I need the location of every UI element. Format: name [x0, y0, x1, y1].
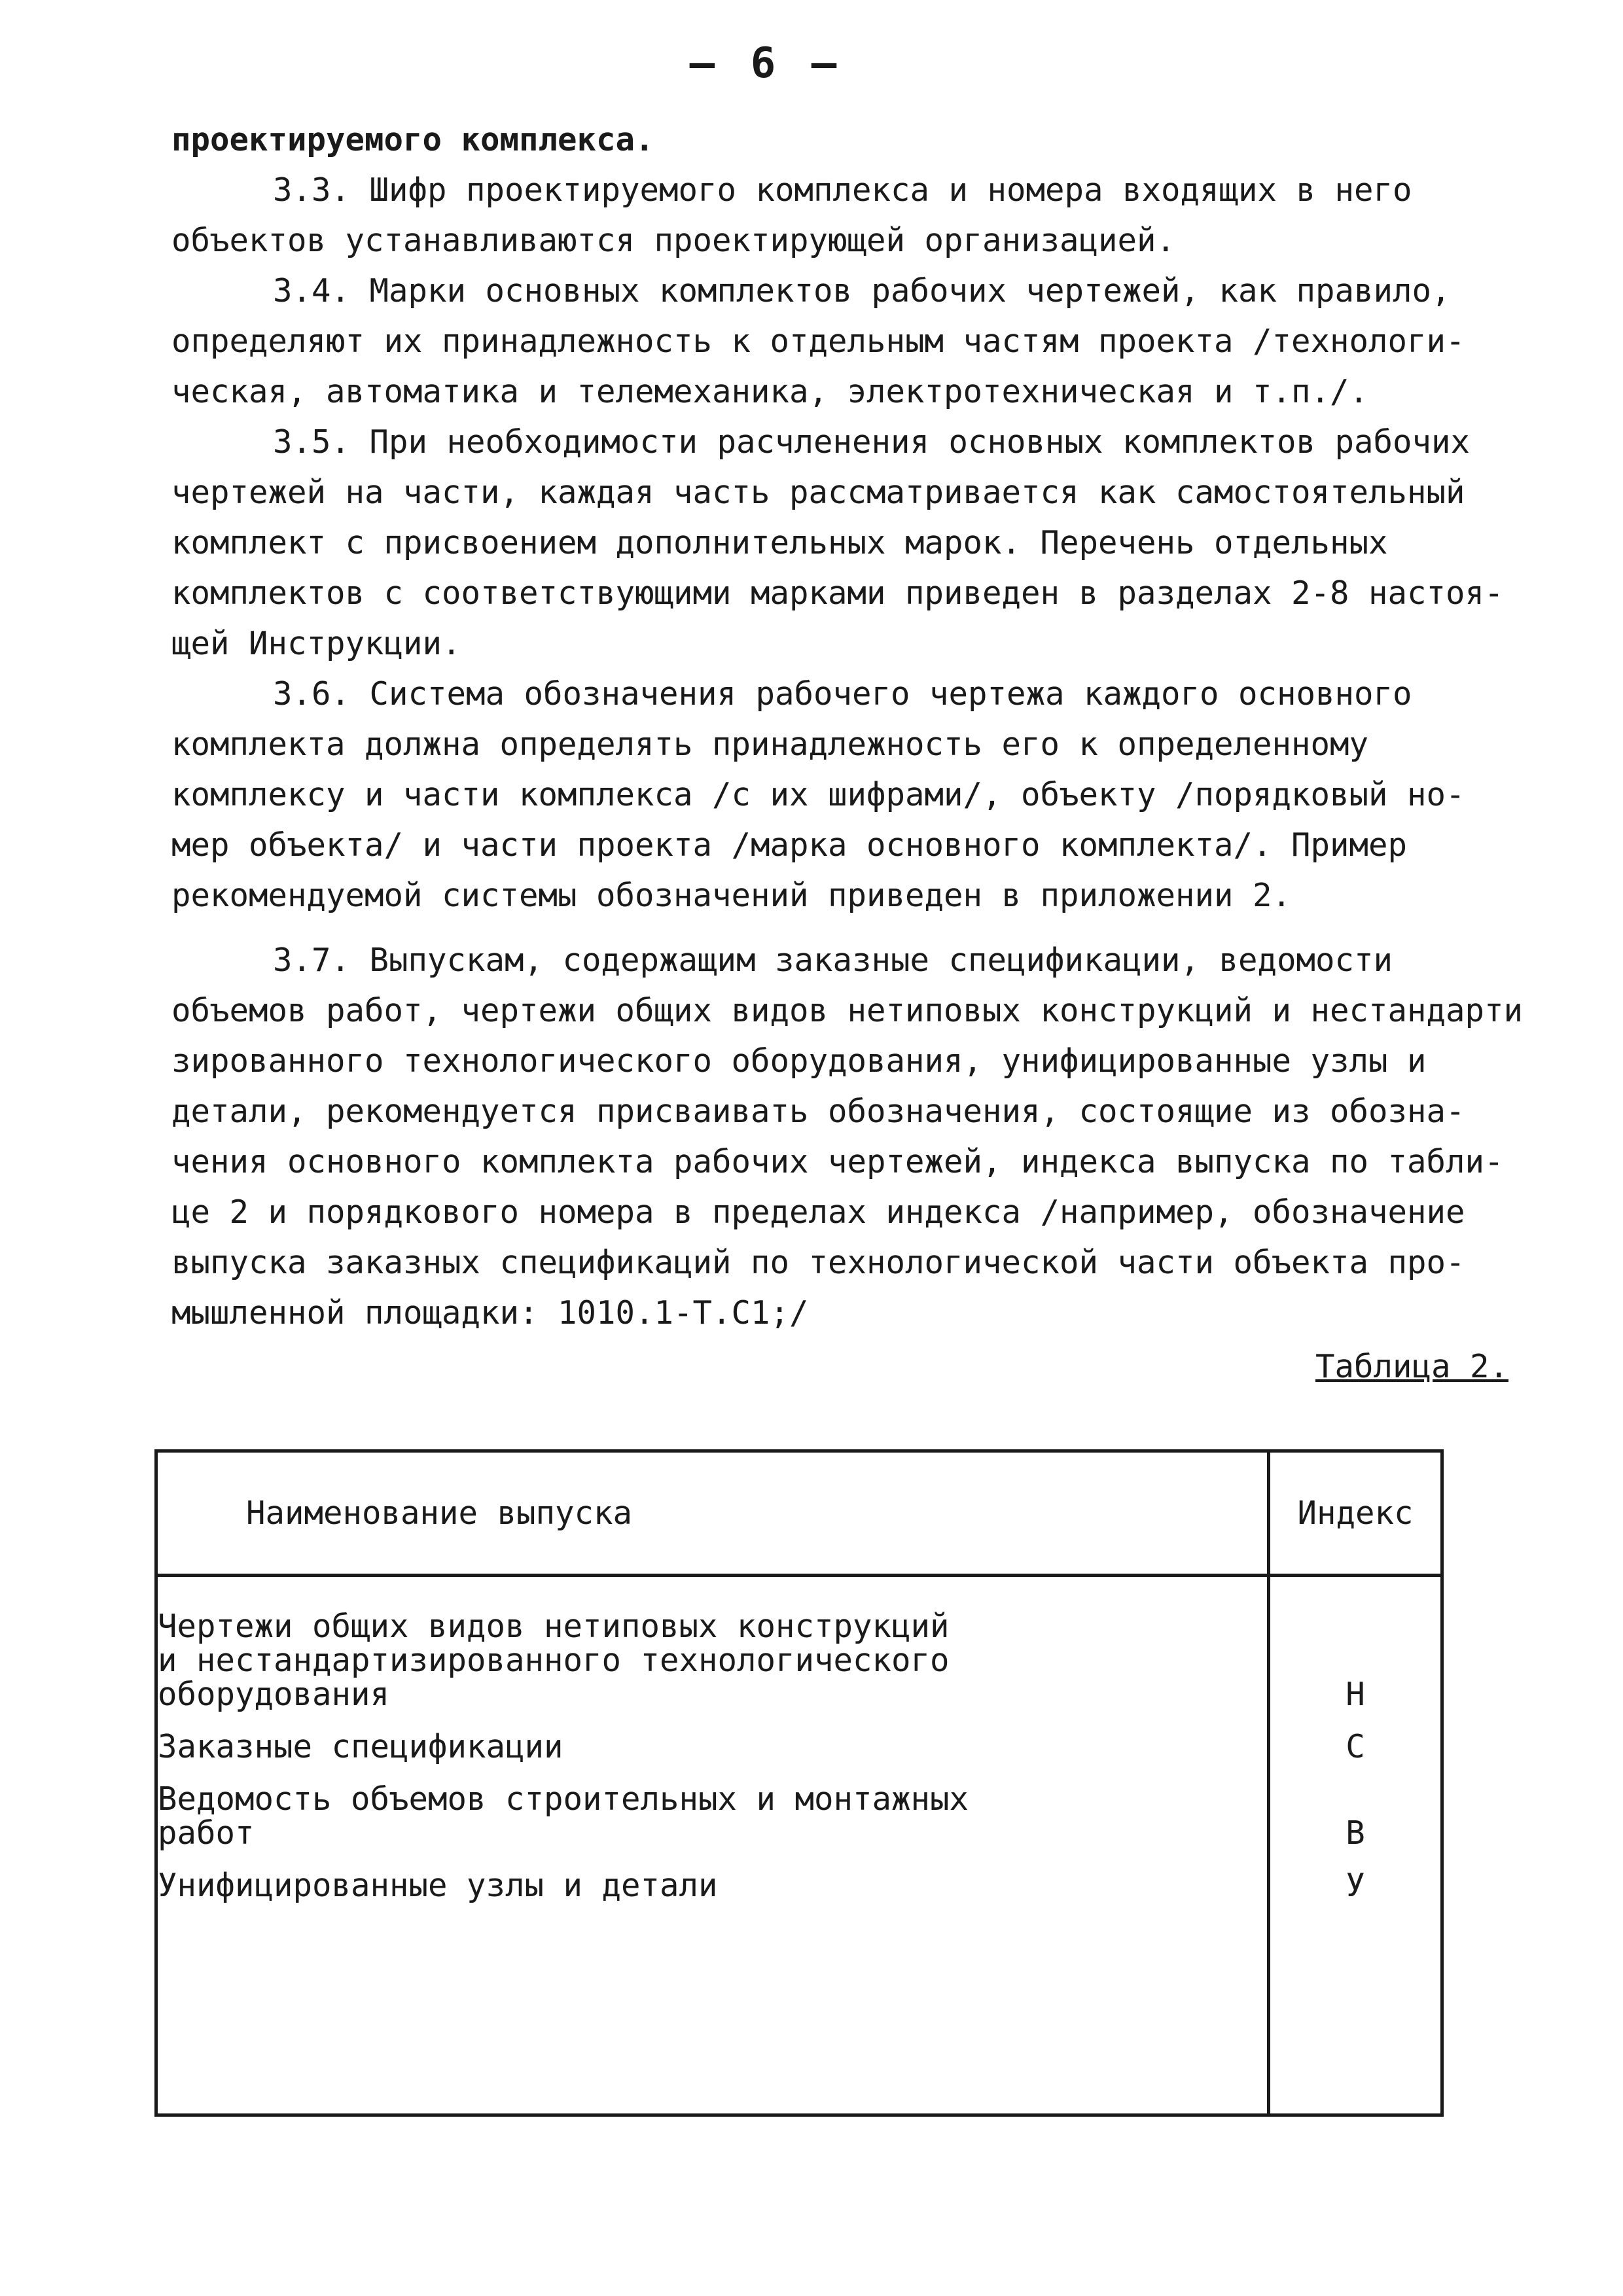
paragraph-3-5-line: 3.5. При необходимости расчленения основных комплектов рабочих — [273, 423, 1471, 461]
column-header-index: Индекс — [1269, 1451, 1442, 1576]
release-index-value: В — [1346, 1814, 1365, 1852]
paragraph-3-3-line: 3.3. Шифр проектируемого комплекса и номера входящих в него — [273, 171, 1412, 209]
paragraph-3-7-line: 3.7. Выпускам, содержащим заказные спецификации, ведомости — [273, 942, 1393, 979]
paragraph-3-7-line: чения основного комплекта рабочих чертежей, индекса выпуска по табли- — [171, 1143, 1504, 1180]
paragraph-3-5-line: щей Инструкции. — [171, 625, 461, 662]
table-row — [156, 1576, 1442, 1712]
release-name-cell: Заказные спецификации — [156, 1712, 1269, 1764]
paragraph-3-4-line: определяют их принадлежность к отдельным частям проекта /технологи- — [171, 323, 1465, 360]
paragraph-continuation: проектируемого комплекса. — [171, 121, 654, 158]
paragraph-3-7-line: це 2 и порядкового номера в пределах индекса /например, обозначение — [171, 1193, 1465, 1231]
paragraph-3-5-line: чертежей на части, каждая часть рассматривается как самостоятельный — [171, 474, 1465, 511]
paragraph-3-6-line: комплекта должна определять принадлежность его к определенному — [171, 726, 1369, 763]
table-row — [156, 1712, 1442, 1764]
release-index-cell — [1269, 1576, 1442, 1712]
paragraph-3-6-line: комплексу и части комплекса /с их шифрами/, объекту /порядковый но- — [171, 776, 1465, 813]
release-index-cell: С — [1269, 1712, 1442, 1764]
release-name-cell: Унифицированные узлы и детали — [156, 1850, 1269, 2115]
paragraph-3-5-line: комплект с присвоением дополнительных марок. Перечень отдельных — [171, 524, 1388, 561]
release-index-cell: У — [1269, 1850, 1442, 2115]
release-name-cell: Ведомость объемов строительных и монтажных работ — [156, 1764, 1269, 1850]
paragraph-3-4-line: 3.4. Марки основных комплектов рабочих чертежей, как правило, — [273, 272, 1451, 309]
paragraph-3-3-line: объектов устанавливаются проектирующей организацией. — [171, 222, 1176, 259]
paragraph-3-7-line: мышленной площадки: 1010.1-Т.С1;/ — [171, 1294, 809, 1332]
column-header-name: Наименование выпуска — [156, 1451, 1269, 1576]
paragraph-3-7-line: зированного технологического оборудования, унифицированные узлы и — [171, 1042, 1427, 1080]
release-index-table — [154, 1449, 1444, 2117]
release-name-cell: Чертежи общих видов нетиповых конструкций и нестандартизированного технологического оборудования — [156, 1576, 1269, 1712]
table-caption: Таблица 2. — [1315, 1348, 1509, 1385]
paragraph-3-7-line: детали, рекомендуется присваивать обозначения, состоящие из обозна- — [171, 1093, 1465, 1130]
paragraph-3-7-line: выпуска заказных спецификаций по технологической части объекта про- — [171, 1244, 1465, 1281]
table-header-row — [156, 1451, 1442, 1576]
paragraph-3-6-line: 3.6. Система обозначения рабочего чертежа каждого основного — [273, 675, 1412, 713]
release-index-value: Н — [1346, 1676, 1365, 1713]
document-body — [171, 115, 1585, 1338]
page-number: – 6 – — [689, 39, 842, 88]
table-row — [156, 1850, 1442, 2115]
paragraph-3-7-line: объемов работ, чертежи общих видов нетиповых конструкций и нестандарти — [171, 992, 1524, 1029]
table-row — [156, 1764, 1442, 1850]
paragraph-3-5-line: комплектов с соответствующими марками приведен в разделах 2-8 настоя- — [171, 574, 1504, 612]
paragraph-3-4-line: ческая, автоматика и телемеханика, электротехническая и т.п./. — [171, 373, 1369, 410]
release-index-cell — [1269, 1764, 1442, 1850]
paragraph-3-6-line: мер объекта/ и части проекта /марка основного комплекта/. Пример — [171, 826, 1408, 864]
paragraph-3-6-line: рекомендуемой системы обозначений приведен в приложении 2. — [171, 877, 1292, 914]
